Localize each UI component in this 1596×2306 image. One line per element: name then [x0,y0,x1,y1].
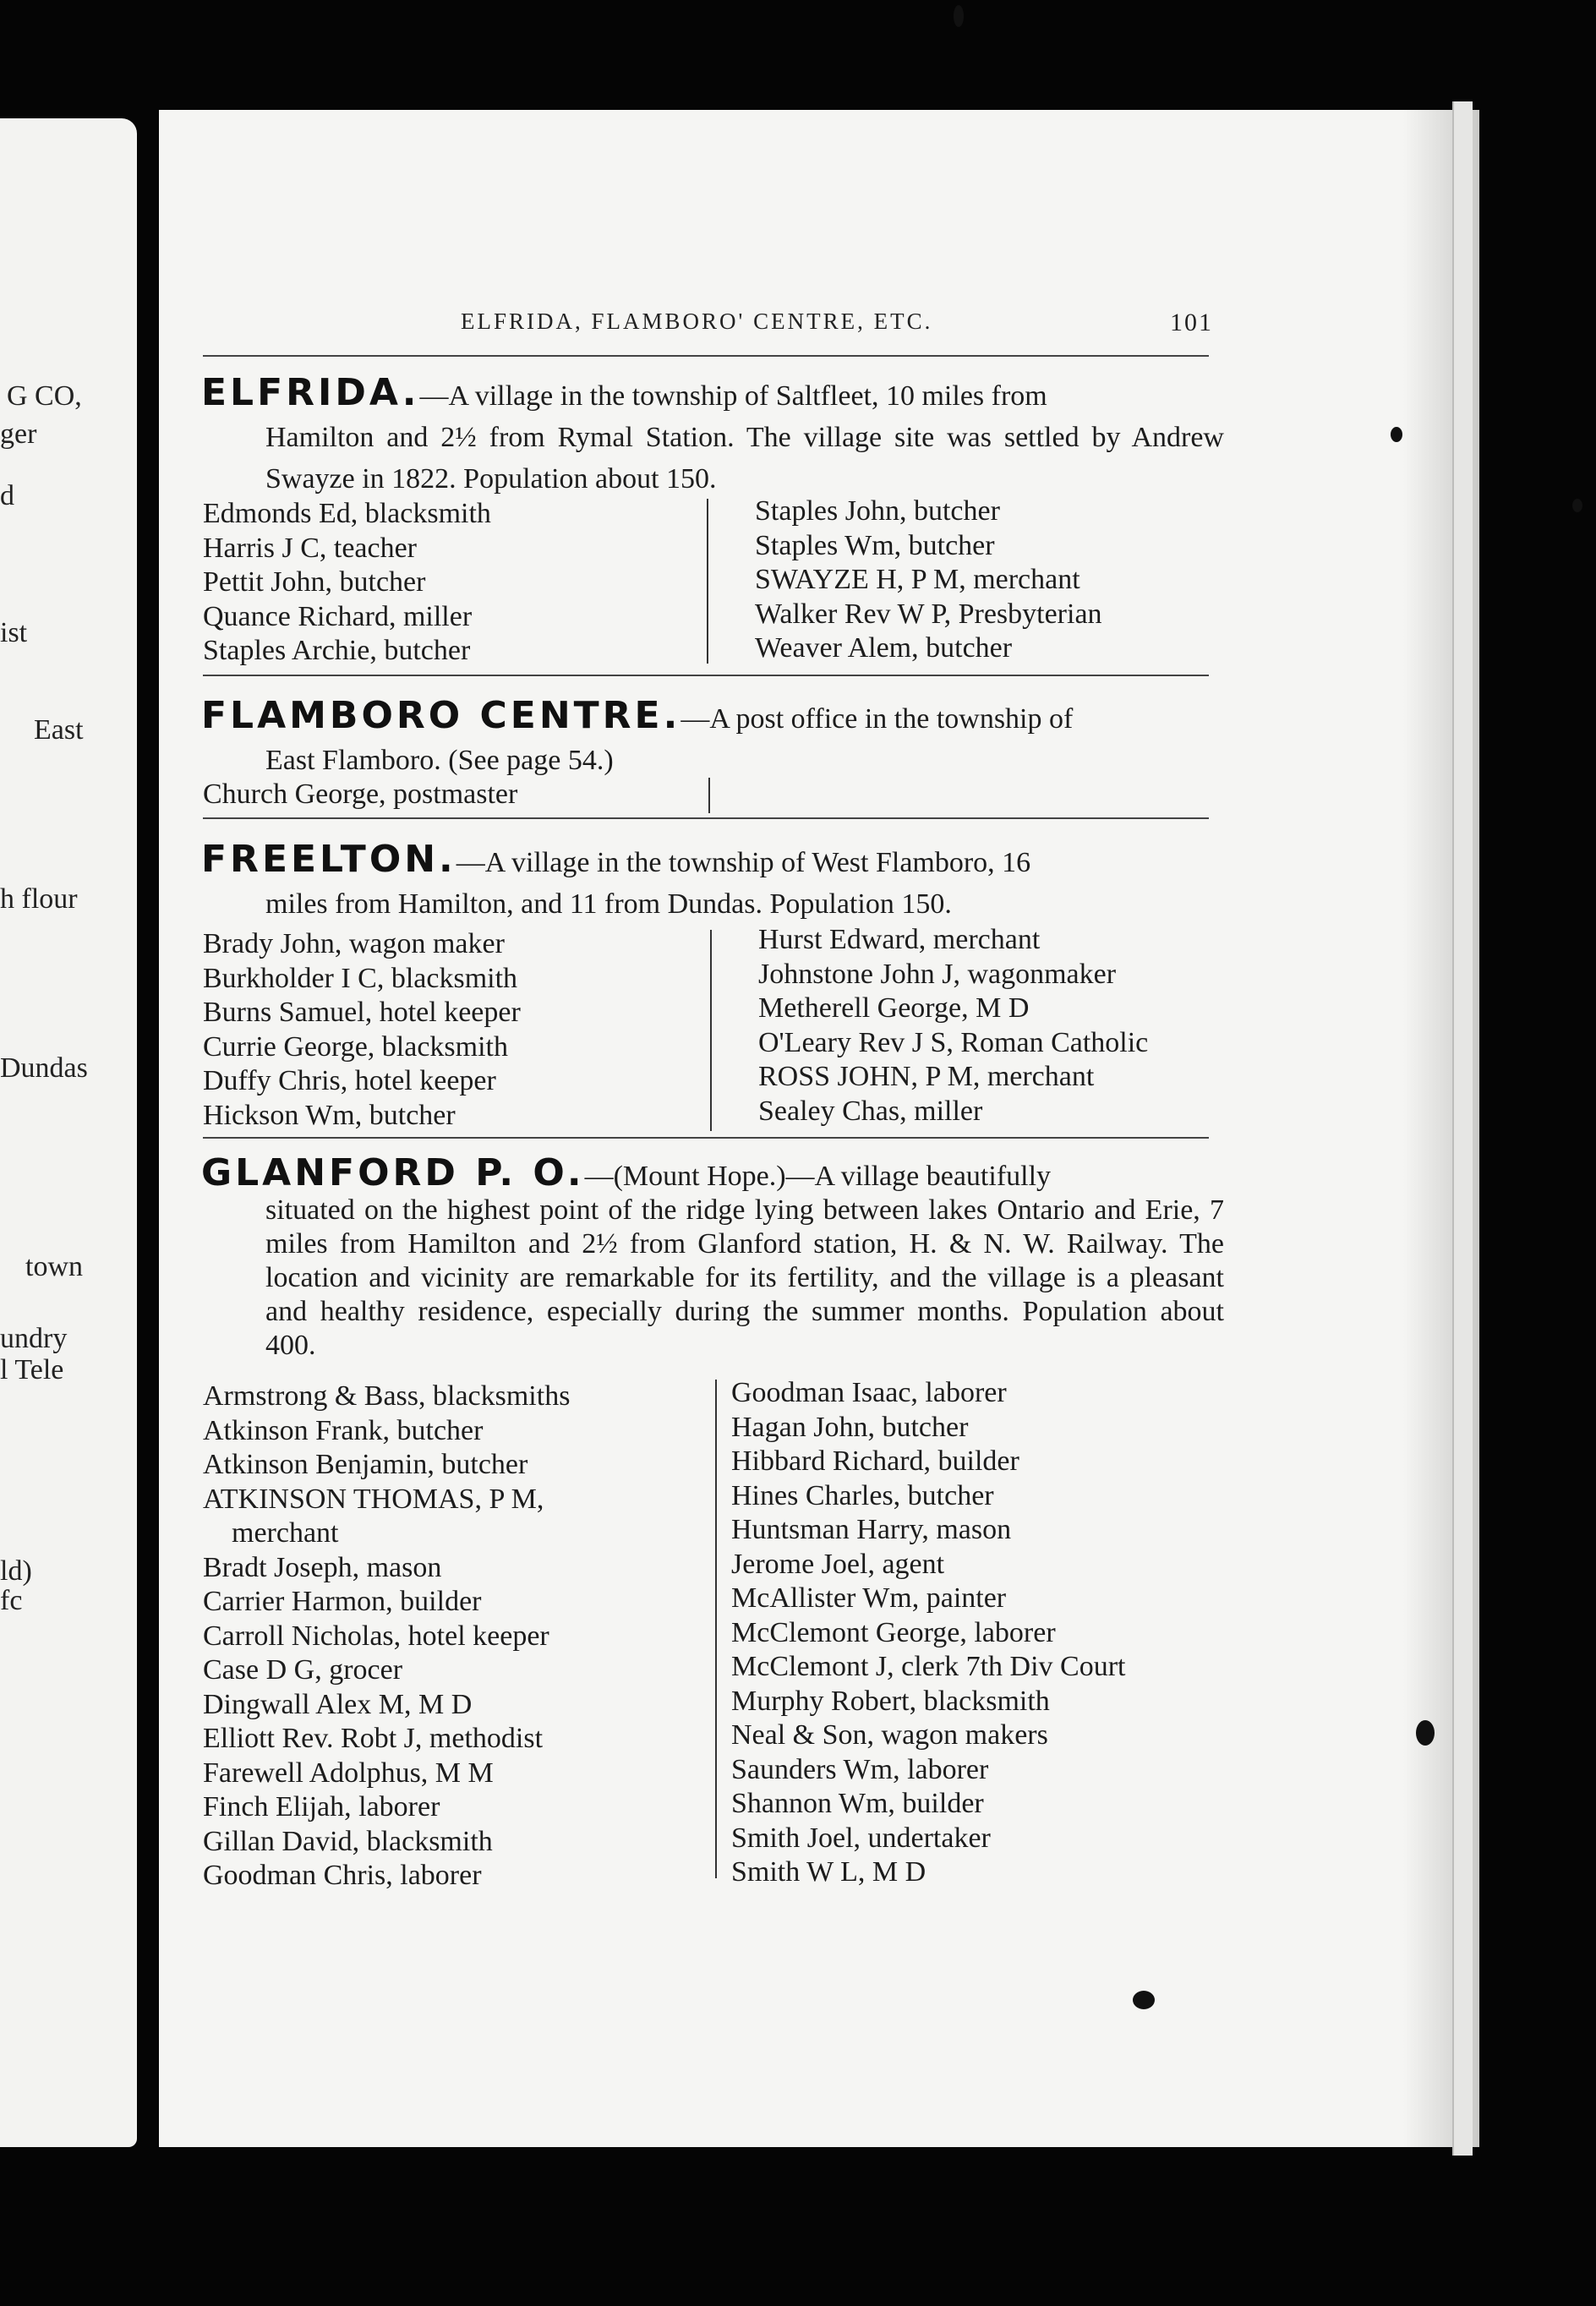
listing-entry: Bradt Joseph, mason [203,1551,442,1583]
fragment-text: fc [0,1585,23,1616]
ink-speck [1572,499,1582,512]
ink-speck [1416,1720,1435,1746]
listing-entry: Burns Samuel, hotel keeper [203,997,521,1028]
place-name: FLAMBORO CENTRE. [201,694,681,737]
ink-speck [1391,427,1402,442]
section-heading-freelton [201,839,1224,925]
section-rule [203,675,1209,676]
section-intro: —(Mount Hope.)—A village beautifully [584,1161,1052,1192]
listing-entry: Staples John, butcher [755,495,1000,527]
section-intro: —A village in the township of Saltfleet, 10 miles from [419,380,1047,412]
listing-entry: Carrier Harmon, builder [203,1586,482,1617]
listing-column-right [731,1376,1126,1890]
listing-entry: Goodman Chris, laborer [203,1860,482,1891]
listing-entry: Metherell George, M D [758,992,1030,1024]
section-intro: —A post office in the township of [680,703,1074,735]
listing-entry: Goodman Isaac, laborer [731,1377,1007,1408]
listing-column-left [203,497,491,669]
listing-entry: Armstrong & Bass, blacksmiths [203,1380,571,1412]
place-name: ELFRIDA. [201,371,420,414]
listing-entry: Case D G, grocer [203,1654,403,1686]
section-description: Hamilton and 2½ from Rymal Station. The village site was settled by Andrew Swayze in 1822. Population about 150. [265,422,1224,495]
listing-entry: ATKINSON THOMAS, P M, [203,1483,544,1515]
listing-entry: Sealey Chas, miller [758,1095,983,1127]
listing-entry: Staples Wm, butcher [755,529,995,561]
listing-entry: Walker Rev W P, Presbyterian [755,598,1102,630]
fragment-text: G CO, [7,380,82,412]
listing-entry: O'Leary Rev J S, Roman Catholic [758,1026,1149,1058]
fragment-text: undry [0,1323,68,1354]
listing-entry: Hickson Wm, butcher [203,1099,456,1131]
section-rule [203,1137,1209,1139]
fragment-text: East [34,714,84,746]
listing-entry: Hagan John, butcher [731,1411,969,1443]
listing-column-left [203,778,517,812]
page-edge [1452,101,1473,2156]
listing-column-left [203,927,521,1133]
listing-entry: Jerome Joel, agent [731,1548,945,1580]
listing-entry: Finch Elijah, laborer [203,1791,440,1822]
fragment-text: ld) [0,1555,32,1587]
section-description: miles from Hamilton, and 11 from Dundas. Population 150. [265,888,952,920]
listing-entry: McClemont George, laborer [731,1616,1056,1648]
listing-entry: SWAYZE H, P M, merchant [755,564,1080,595]
fragment-text: town [25,1251,83,1282]
fragment-text: d [0,480,14,511]
fragment-text: h flour [0,883,78,915]
fragment-text: ist [0,617,28,648]
section-intro: —A village in the township of West Flamboro, 16 [456,847,1031,878]
listing-entry: Pettit John, butcher [203,566,426,598]
listing-entry: McClemont J, clerk 7th Div Court [731,1651,1126,1682]
listing-entry: Church George, postmaster [203,779,518,810]
section-description: East Flamboro. (See page 54.) [265,745,614,776]
column-divider [708,778,710,813]
listing-entry: Neal & Son, wagon makers [731,1719,1048,1751]
column-divider [710,930,712,1131]
listing-entry: Murphy Robert, blacksmith [731,1685,1050,1717]
listing-entry: ROSS JOHN, P M, merchant [758,1061,1095,1092]
listing-entry: Hibbard Richard, builder [731,1445,1019,1477]
listing-entry: Atkinson Benjamin, butcher [203,1449,528,1480]
listing-entry: McAllister Wm, painter [731,1582,1007,1614]
listing-entry: Hurst Edward, merchant [758,924,1041,955]
listing-entry: Weaver Alem, butcher [755,632,1013,664]
listing-column-left [203,1380,570,1893]
ink-speck [1133,1991,1155,2009]
section-heading-elfrida [201,372,1224,500]
listing-entry: Currie George, blacksmith [203,1030,509,1063]
listing-column-right [758,923,1148,1128]
place-name: GLANFORD P. O. [201,1151,585,1194]
listing-entry: Saunders Wm, laborer [731,1753,989,1785]
listing-entry: Smith Joel, undertaker [731,1822,991,1854]
listing-entry: Elliott Rev. Robt J, methodist [203,1723,544,1754]
listing-column-right [755,495,1102,666]
listing-entry: Quance Richard, miller [203,600,473,632]
column-divider [715,1380,717,1878]
running-head-title: ELFRIDA, FLAMBORO' CENTRE, ETC. [461,309,933,334]
listing-entry: Farewell Adolphus, M M [203,1757,494,1789]
listing-entry: Edmonds Ed, blacksmith [203,498,491,529]
listing-entry: Brady John, wagon maker [203,928,505,959]
listing-entry: Carroll Nicholas, hotel keeper [203,1620,549,1652]
section-rule [203,817,1209,819]
listing-entry: merchant [203,1517,339,1549]
listing-entry: Atkinson Frank, butcher [203,1414,484,1446]
section-heading-flamboro-centre [201,695,1224,781]
facing-page-fragment [0,118,137,2147]
listing-entry: Johnstone John J, wagonmaker [758,958,1117,990]
section-heading-glanford [201,1151,1224,1363]
listing-entry: Dingwall Alex M, M D [203,1688,473,1720]
fragment-text: l Tele [0,1354,64,1385]
fragment-text: Dundas [0,1052,88,1084]
listing-entry: Harris J C, teacher [203,532,418,564]
listing-entry: Staples Archie, butcher [203,635,471,666]
listing-entry: Smith W L, M D [731,1856,926,1888]
fragment-text: ger [0,418,37,450]
listing-entry: Hines Charles, butcher [731,1479,994,1511]
listing-entry: Gillan David, blacksmith [203,1825,493,1857]
section-rule [203,355,1209,357]
ink-speck [954,5,964,27]
listing-entry: Duffy Chris, hotel keeper [203,1065,496,1096]
place-name: FREELTON. [201,838,456,881]
section-description: situated on the highest point of the ridge lying between lakes Ontario and Erie, 7 miles from Hamilton and 2½ from Glanford station, H. & N. W. Railway. The location and vicinity are remarkable for its fertility, and the village is a pleasant and healthy residence, especially during the summer months. Population about 400. [265,1194,1224,1361]
column-divider [707,499,708,664]
listing-entry: Shannon Wm, builder [731,1788,984,1819]
listing-entry: Burkholder I C, blacksmith [203,962,518,994]
listing-entry: Huntsman Harry, mason [731,1514,1012,1545]
page-number: 101 [1170,309,1213,336]
